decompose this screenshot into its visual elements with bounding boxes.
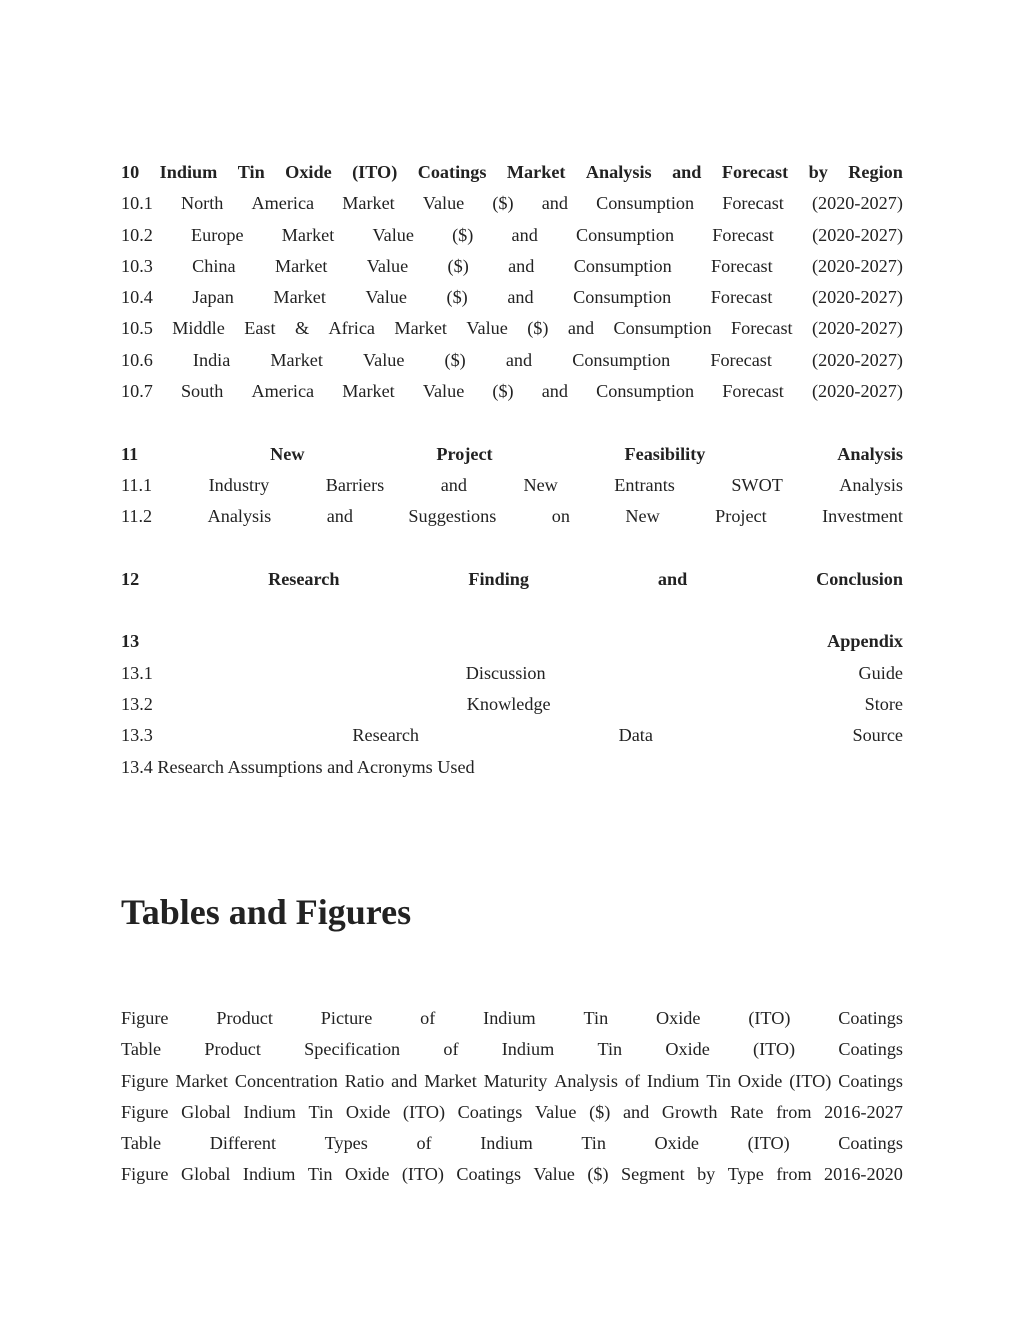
word: Value <box>535 1101 577 1122</box>
word: and <box>391 1070 418 1091</box>
word: (ITO) <box>747 1133 790 1154</box>
word: Consumption <box>613 318 712 339</box>
word: by <box>808 162 828 182</box>
word: New <box>625 506 660 527</box>
word: Value <box>365 287 407 308</box>
word: America <box>251 381 315 402</box>
word: Market <box>506 162 566 182</box>
word: Analysis <box>839 474 903 495</box>
word: Indium <box>483 1008 536 1028</box>
word: Coatings <box>838 1133 903 1154</box>
word: Coatings <box>417 162 487 182</box>
word: Forecast <box>731 318 793 339</box>
word: Tin <box>583 1008 609 1028</box>
word: Market <box>342 381 395 402</box>
word: (2020-2027) <box>812 255 903 276</box>
table-entry <box>121 1034 903 1065</box>
word: Types <box>324 1133 368 1154</box>
word: Different <box>209 1133 277 1154</box>
word: North <box>180 193 224 214</box>
word: 13 <box>121 631 140 652</box>
word: ($) <box>587 1164 609 1185</box>
word: South <box>180 381 224 402</box>
word: East <box>244 318 276 339</box>
word: 2016-2020 <box>824 1164 903 1185</box>
figures-list <box>121 1003 903 1191</box>
word: Forecast <box>711 255 773 276</box>
toc-item-10-2 <box>121 220 903 251</box>
word: Tin <box>581 1133 606 1154</box>
word: 11.1 <box>121 474 153 495</box>
word: on <box>551 506 570 527</box>
word: Coatings <box>456 1164 522 1185</box>
word: Segment <box>620 1164 685 1185</box>
word: 10.3 <box>121 255 153 276</box>
figure-entry <box>121 1066 903 1097</box>
word: Indium <box>501 1039 555 1060</box>
toc-item-13-4: 13.4 Research Assumptions and Acronyms Used <box>121 756 475 777</box>
word: Consumption <box>573 287 672 308</box>
word: Market <box>281 224 335 245</box>
word: Japan <box>192 287 234 308</box>
word: Conclusion <box>816 568 903 589</box>
word: 13.3 <box>121 725 153 746</box>
toc-item-10-4 <box>121 282 903 313</box>
word: Oxide <box>285 162 332 182</box>
word: (2020-2027) <box>812 318 903 339</box>
tables-and-figures-heading: Tables and Figures <box>121 892 412 932</box>
word: Oxide <box>656 1008 701 1028</box>
word: America <box>251 193 315 214</box>
word: Investment <box>822 506 903 527</box>
word: Growth <box>661 1101 718 1122</box>
word: Analysis <box>837 443 903 464</box>
word: Figure <box>121 1164 169 1185</box>
word: Europe <box>191 224 244 245</box>
table-of-contents <box>121 157 903 783</box>
toc-item-13-2 <box>121 689 903 720</box>
word: Consumption <box>596 193 695 214</box>
word: Value <box>363 349 405 370</box>
word: Tin <box>237 162 265 182</box>
word: Coatings <box>838 1070 903 1091</box>
word: and <box>507 287 534 308</box>
word: New <box>523 474 558 495</box>
figure-entry <box>121 1097 903 1128</box>
figure-entry <box>121 1003 903 1034</box>
word: (2020-2027) <box>811 193 903 214</box>
toc-heading-13 <box>121 626 903 657</box>
word: Oxide <box>654 1133 699 1154</box>
word: ($) <box>444 349 466 370</box>
word: Tin <box>307 1164 333 1185</box>
word: Indium <box>242 1164 296 1185</box>
word: (2020-2027) <box>812 224 903 245</box>
word: 11.2 <box>121 506 153 527</box>
word: SWOT <box>731 474 783 495</box>
word: ($) <box>452 224 474 245</box>
word: 10.7 <box>121 381 153 402</box>
word: from <box>776 1164 812 1185</box>
word: Table <box>121 1133 162 1154</box>
word: Research <box>352 725 420 746</box>
toc-heading-11 <box>121 439 903 470</box>
word: and <box>326 506 353 527</box>
word: Data <box>618 725 653 746</box>
word: Product <box>204 1039 261 1060</box>
word: Concentration <box>234 1070 338 1091</box>
spacer <box>121 533 903 564</box>
word: (2020-2027) <box>812 349 903 370</box>
spacer <box>121 595 903 626</box>
word: of <box>624 1070 640 1091</box>
word: Analysis <box>207 506 272 527</box>
word: Product <box>216 1008 273 1028</box>
word: (2020-2027) <box>811 381 903 402</box>
word: Consumption <box>573 255 672 276</box>
toc-item-10-1 <box>121 188 903 219</box>
word: Project <box>436 443 493 464</box>
word: by <box>697 1164 716 1185</box>
word: Figure <box>121 1008 169 1028</box>
word: Type <box>727 1164 764 1185</box>
figure-entry <box>121 1159 903 1190</box>
word: Indium <box>646 1070 700 1091</box>
word: Ratio <box>344 1070 385 1091</box>
word: (ITO) <box>753 1039 796 1060</box>
word: Forecast <box>722 381 784 402</box>
word: Tin <box>706 1070 731 1091</box>
word: Analysis <box>585 162 652 182</box>
word: Figure <box>121 1070 169 1091</box>
word: Market <box>394 318 447 339</box>
toc-heading-12 <box>121 564 903 595</box>
word: Value <box>422 381 465 402</box>
word: 12 <box>121 568 140 589</box>
word: and <box>541 193 568 214</box>
word: 13.2 <box>121 694 153 715</box>
word: Suggestions <box>408 506 497 527</box>
word: ($) <box>447 255 469 276</box>
word: and <box>657 568 688 589</box>
word: 10.5 <box>121 318 153 339</box>
toc-item-13-3 <box>121 720 903 751</box>
word: Value <box>422 193 465 214</box>
word: Indium <box>159 162 218 182</box>
word: Feasibility <box>624 443 706 464</box>
toc-item-10-7 <box>121 376 903 407</box>
toc-item-11-1 <box>121 470 903 501</box>
word: Value <box>366 255 409 276</box>
word: Analysis <box>554 1070 618 1091</box>
toc-item-10-5 <box>121 313 903 344</box>
word: Finding <box>468 568 529 589</box>
word: of <box>443 1039 459 1060</box>
word: Global <box>181 1101 231 1122</box>
word: Indium <box>243 1101 296 1122</box>
word: and <box>672 162 702 182</box>
word: Store <box>864 694 903 715</box>
word: Market <box>175 1070 228 1091</box>
word: Barriers <box>325 474 385 495</box>
word: Research <box>268 568 340 589</box>
word: Market <box>273 287 326 308</box>
toc-heading-10 <box>121 157 903 188</box>
word: Market <box>274 255 328 276</box>
word: Oxide <box>344 1164 390 1185</box>
word: Tin <box>597 1039 623 1060</box>
word: and <box>508 255 535 276</box>
word: Oxide <box>345 1101 391 1122</box>
word: China <box>192 255 236 276</box>
word: and <box>567 318 595 339</box>
word: Rate <box>730 1101 764 1122</box>
word: Forecast <box>722 193 784 214</box>
word: Tin <box>308 1101 334 1122</box>
word: Coatings <box>838 1008 903 1028</box>
word: Africa <box>328 318 375 339</box>
word: Maturity <box>483 1070 548 1091</box>
word: 10 <box>121 162 140 182</box>
table-entry <box>121 1128 903 1159</box>
word: 10.1 <box>121 193 153 214</box>
word: Guide <box>858 662 903 683</box>
word: Forecast <box>710 287 773 308</box>
word: Middle <box>172 318 225 339</box>
word: and <box>622 1101 650 1122</box>
word: 10.6 <box>121 349 153 370</box>
word: ($) <box>492 381 514 402</box>
word: and <box>511 224 538 245</box>
word: (ITO) <box>748 1008 791 1028</box>
word: Consumption <box>576 224 675 245</box>
word: Oxide <box>737 1070 783 1091</box>
word: Consumption <box>572 349 671 370</box>
word: Appendix <box>827 631 903 652</box>
word: Consumption <box>596 381 695 402</box>
word: Value <box>372 224 414 245</box>
word: (ITO) <box>402 1101 446 1122</box>
word: Global <box>180 1164 231 1185</box>
word: Coatings <box>838 1039 903 1060</box>
word: Source <box>852 725 903 746</box>
word: Coatings <box>457 1101 523 1122</box>
word: Knowledge <box>466 694 551 715</box>
word: Table <box>121 1039 162 1060</box>
word: Figure <box>121 1101 169 1122</box>
word: (2020-2027) <box>811 287 903 308</box>
word: 10.4 <box>121 287 153 308</box>
word: 13.1 <box>121 662 153 683</box>
word: Forecast <box>712 224 774 245</box>
word: Market <box>270 349 323 370</box>
word: ($) <box>492 193 514 214</box>
word: ($) <box>527 318 549 339</box>
word: 11 <box>121 443 139 464</box>
word: from <box>776 1101 812 1122</box>
toc-item-13-1 <box>121 658 903 689</box>
word: Indium <box>480 1133 533 1154</box>
word: Industry <box>208 474 270 495</box>
word: and <box>505 349 533 370</box>
word: Project <box>715 506 767 527</box>
toc-item-10-6 <box>121 345 903 376</box>
word: (ITO) <box>401 1164 444 1185</box>
word: Entrants <box>614 474 675 495</box>
word: ($) <box>446 287 468 308</box>
word: (ITO) <box>789 1070 832 1091</box>
toc-item-11-2 <box>121 501 903 532</box>
word: Market <box>424 1070 477 1091</box>
word: New <box>270 443 305 464</box>
word: (ITO) <box>352 162 398 182</box>
word: Picture <box>320 1008 373 1028</box>
word: of <box>420 1008 436 1028</box>
word: Value <box>533 1164 575 1185</box>
word: & <box>294 318 310 339</box>
spacer <box>121 407 903 438</box>
word: ($) <box>589 1101 611 1122</box>
word: 10.2 <box>121 224 153 245</box>
word: Forecast <box>710 349 772 370</box>
word: of <box>416 1133 432 1154</box>
word: Specification <box>304 1039 401 1060</box>
word: Oxide <box>665 1039 710 1060</box>
word: India <box>192 349 231 370</box>
word: Market <box>342 193 395 214</box>
word: Region <box>848 162 903 182</box>
word: and <box>440 474 467 495</box>
word: and <box>541 381 568 402</box>
word: Value <box>466 318 508 339</box>
word: Forecast <box>721 162 789 182</box>
toc-item-10-3 <box>121 251 903 282</box>
word: 2016-2027 <box>824 1101 903 1122</box>
word: Discussion <box>465 662 546 683</box>
